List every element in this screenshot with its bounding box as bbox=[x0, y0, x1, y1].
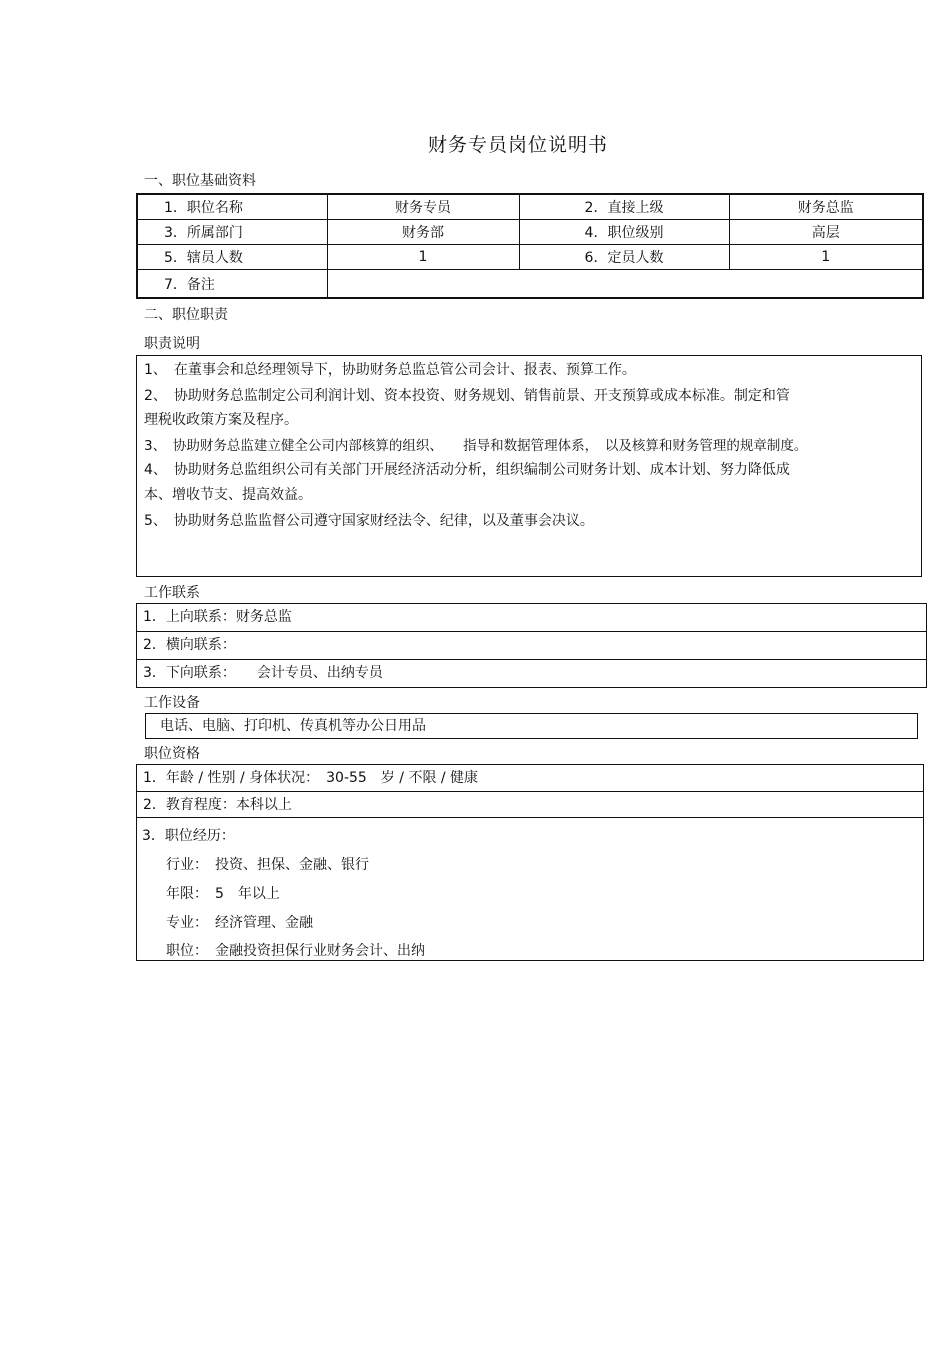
duty-line: 2、 协助财务总监制定公司利润计划、资本投资、财务规划、销售前景、开支预算或成本标准。制定和管 bbox=[144, 388, 790, 404]
duty-line: 理税收政策方案及程序。 bbox=[144, 412, 298, 428]
table-row bbox=[137, 270, 923, 299]
relations-heading: 工作联系 bbox=[144, 585, 200, 601]
duty-line: 4、 协助财务总监组织公司有关部门开展经济活动分析，组织编制公司财务计划、成本计划、努力降低成 bbox=[144, 462, 790, 478]
table-cell: 财务专员 bbox=[327, 194, 519, 220]
table-cell: 高层 bbox=[729, 220, 923, 245]
table-cell: 4．职位级别 bbox=[519, 220, 729, 245]
section-heading-duties: 二、职位职责 bbox=[144, 307, 228, 323]
table-cell: 3．所属部门 bbox=[137, 220, 327, 245]
relation-item-down: 3．下向联系： 会计专员、出纳专员 bbox=[136, 659, 927, 688]
section-heading-basic-info: 一、职位基础资料 bbox=[144, 173, 256, 189]
table-cell: 1 bbox=[327, 245, 519, 270]
duty-line: 本、增收节支、提高效益。 bbox=[144, 487, 312, 503]
duty-line: 3、 协助财务总监建立健全公司内部核算的组织、 指导和数据管理体系， 以及核算和财务管理的规章制度。 bbox=[144, 438, 808, 454]
remark-label: 7．备注 bbox=[137, 270, 327, 299]
experience-item: 职位： 金融投资担保行业财务会计、出纳 bbox=[166, 943, 425, 959]
basic-info-table bbox=[136, 193, 924, 299]
duty-line: 1、 在董事会和总经理领导下，协助财务总监总管公司会计、报表、预算工作。 bbox=[144, 362, 636, 378]
table-row bbox=[137, 220, 923, 245]
page-title: 财务专员岗位说明书 bbox=[427, 134, 608, 156]
table-cell: 1．职位名称 bbox=[137, 194, 327, 220]
table-cell: 6．定员人数 bbox=[519, 245, 729, 270]
experience-item: 专业： 经济管理、金融 bbox=[166, 915, 313, 931]
table-cell: 财务总监 bbox=[729, 194, 923, 220]
relation-item-up: 1．上向联系：财务总监 bbox=[136, 603, 927, 632]
table-cell: 5．辖员人数 bbox=[137, 245, 327, 270]
table-cell: 1 bbox=[729, 245, 923, 270]
table-cell: 2．直接上级 bbox=[519, 194, 729, 220]
duty-line: 5、 协助财务总监监督公司遵守国家财经法令、纪律，以及董事会决议。 bbox=[144, 513, 594, 529]
experience-label: 3．职位经历： bbox=[142, 828, 235, 844]
duties-heading: 职责说明 bbox=[144, 336, 200, 352]
qualification-education: 2．教育程度：本科以上 bbox=[136, 791, 924, 818]
equipment-value: 电话、电脑、打印机、传真机等办公日用品 bbox=[145, 713, 918, 739]
experience-item: 年限： 5 年以上 bbox=[166, 886, 280, 902]
equipment-heading: 工作设备 bbox=[144, 695, 200, 711]
table-cell: 财务部 bbox=[327, 220, 519, 245]
relation-item-lateral: 2．横向联系： bbox=[136, 631, 927, 660]
table-row bbox=[137, 194, 923, 220]
experience-item: 行业： 投资、担保、金融、银行 bbox=[166, 857, 369, 873]
qualification-age: 1．年龄 / 性别 / 身体状况： 30-55 岁 / 不限 / 健康 bbox=[136, 764, 924, 792]
qualifications-heading: 职位资格 bbox=[144, 746, 200, 762]
remark-value bbox=[327, 270, 923, 299]
table-row bbox=[137, 245, 923, 270]
